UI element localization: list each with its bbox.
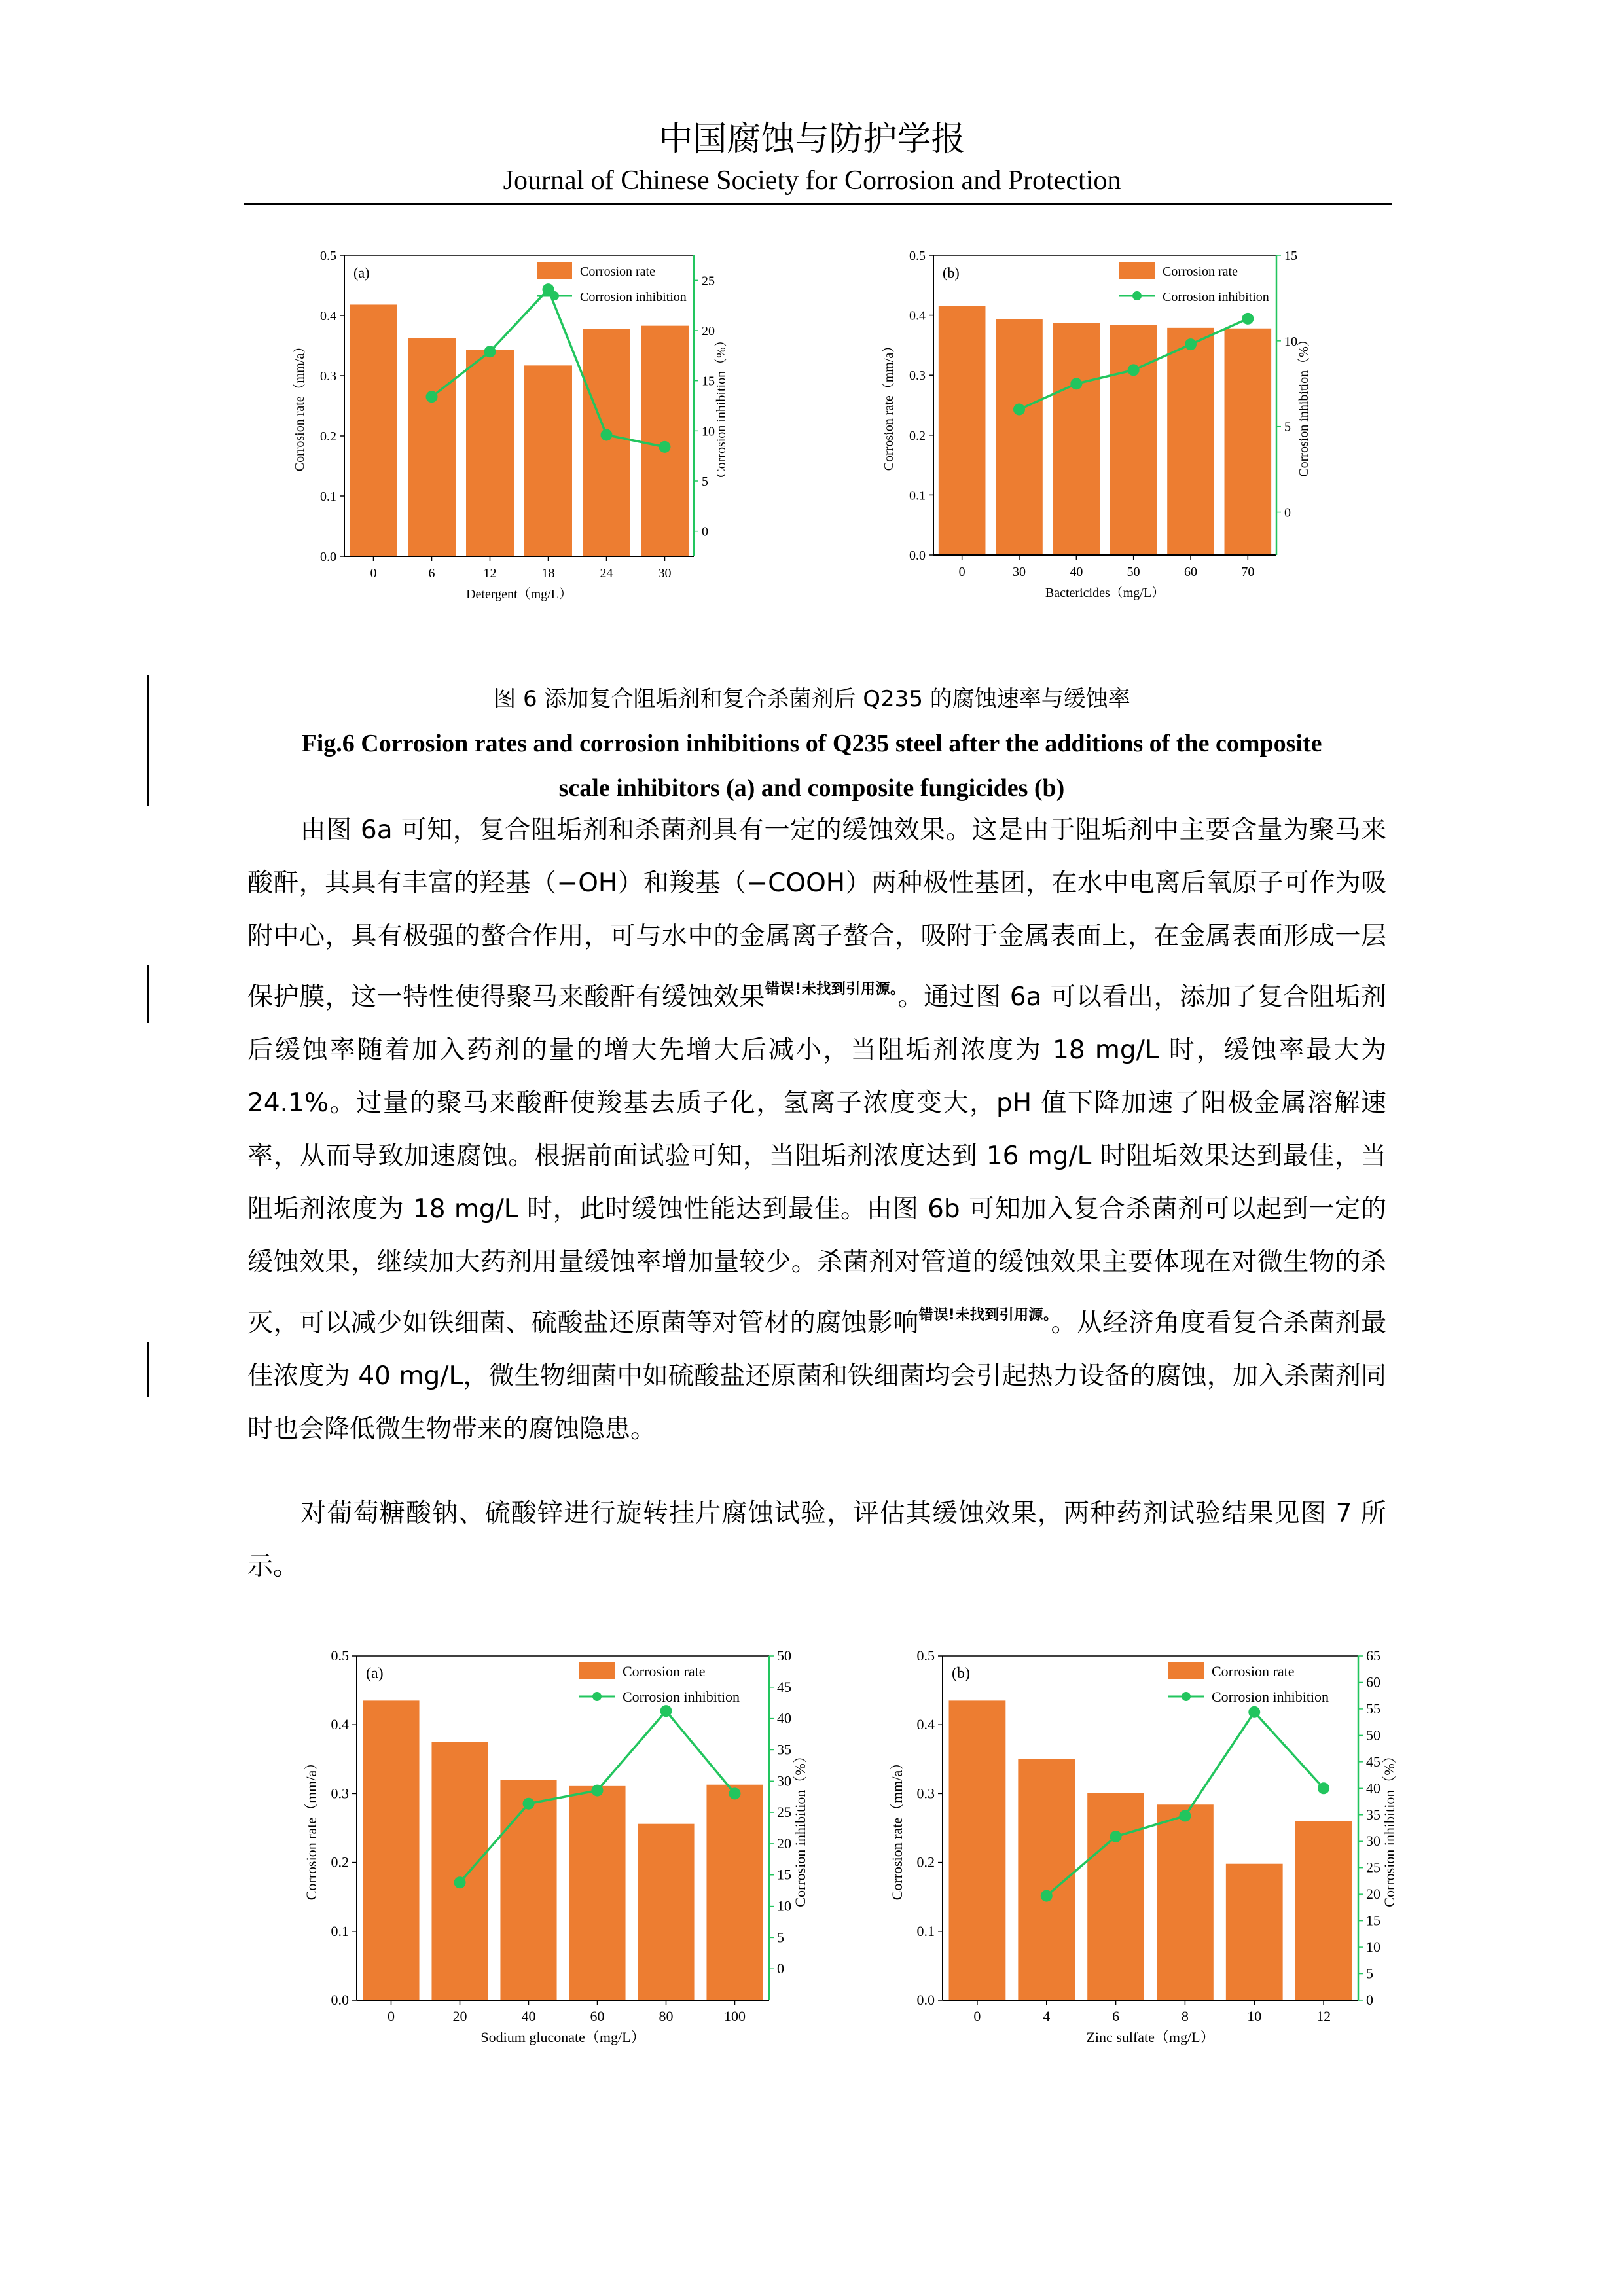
- paragraph-text: 。从经济角度看复合杀菌剂最佳浓度为 40 mg/L，微生物细菌中如硫酸盐还原菌和铁细菌均会引起热力设备的腐蚀，加入杀菌剂同时也会降低微生物带来的腐蚀隐患。: [247, 1308, 1386, 1444]
- bar: [1226, 1864, 1283, 2000]
- data-point: [1110, 1831, 1122, 1842]
- journal-title-cn: 中国腐蚀与防护学报: [659, 120, 965, 159]
- y2-axis-label: Corrosion inhibition（%）: [1381, 1749, 1398, 1907]
- bar: [583, 329, 630, 556]
- y2-tick-label: 35: [1366, 1806, 1380, 1823]
- data-point: [543, 283, 554, 295]
- y-tick-label: 0.2: [320, 429, 336, 444]
- chart-canvas: [857, 242, 1342, 622]
- x-tick-label: 12: [483, 566, 497, 581]
- y2-tick-label: 20: [1366, 1886, 1380, 1903]
- y-tick-label: 0.0: [916, 1992, 935, 2008]
- bar: [569, 1786, 625, 2000]
- change-bar: [147, 1342, 149, 1397]
- y-axis-label: Corrosion rate（mm/a）: [889, 1755, 905, 1901]
- bar: [641, 326, 689, 556]
- x-tick-label: 20: [452, 2008, 467, 2024]
- y2-tick-label: 10: [1284, 334, 1297, 349]
- x-tick-label: 60: [590, 2008, 605, 2024]
- y2-tick-label: 65: [1366, 1647, 1380, 1664]
- data-point: [454, 1876, 466, 1888]
- bar: [350, 304, 397, 556]
- x-tick-label: 12: [1316, 2008, 1331, 2024]
- y-axis-label: Corrosion rate（mm/a）: [882, 339, 896, 471]
- y2-tick-label: 25: [1366, 1859, 1380, 1876]
- y2-tick-label: 25: [777, 1804, 791, 1821]
- data-point: [484, 346, 496, 357]
- y-tick-label: 0.3: [331, 1785, 349, 1802]
- body-paragraph-2: [247, 1487, 1386, 1593]
- legend-bar-label: Corrosion rate: [623, 1663, 706, 1679]
- data-point: [729, 1787, 741, 1799]
- paragraph-text: 。通过图 6a 可以看出，添加了复合阻垢剂后缓蚀率随着加入药剂的量的增大先增大后减小，当阻垢剂浓度为 18 mg/L 时，缓蚀率最大为 24.1%。过量的聚马来酸酐使羧基去质子化，氢离子浓度变大，pH 值下降加速了阳极金属溶解速率，从而导致加速腐蚀。根据前面试验可知，当阻垢剂浓度达到 16 mg/L 时阻垢效果达到最佳，当阻垢剂浓度为 18 mg/L 时，此时缓蚀性能达到最佳。由图 6b 可知加入复合杀菌剂可以起到一定的缓蚀效果，继续加大药剂用量缓蚀率增加量较少。杀菌剂对管道的缓蚀效果主要体现在对微生物的杀灭，可以减少如铁细菌、硫酸盐还原菌等对管材的腐蚀影响: [247, 982, 1386, 1338]
- y-tick-label: 0.2: [916, 1854, 935, 1871]
- figure-6a-chart: [275, 242, 759, 622]
- legend-line-label: Corrosion inhibition: [1163, 290, 1269, 304]
- y2-tick-label: 15: [1284, 249, 1297, 263]
- x-tick-label: 30: [1013, 565, 1026, 579]
- bar: [1053, 323, 1100, 555]
- bar: [408, 338, 456, 556]
- y2-tick-label: 0: [777, 1960, 784, 1977]
- y2-tick-label: 40: [1366, 1780, 1380, 1797]
- y2-tick-label: 50: [1366, 1727, 1380, 1744]
- panel-label: (b): [943, 264, 960, 281]
- y-tick-label: 0.4: [916, 1716, 935, 1733]
- legend-bar-label: Corrosion rate: [1163, 264, 1238, 279]
- y-tick-label: 0.4: [909, 308, 926, 323]
- data-point: [1179, 1810, 1191, 1821]
- bar: [363, 1700, 419, 2000]
- data-point: [659, 441, 671, 453]
- x-tick-label: 24: [600, 566, 613, 581]
- x-tick-label: 0: [958, 565, 965, 579]
- y-tick-label: 0.5: [916, 1647, 935, 1664]
- y2-tick-label: 20: [777, 1835, 791, 1852]
- x-axis-label: Zinc sulfate（mg/L）: [1086, 2029, 1215, 2045]
- y2-tick-label: 0: [702, 524, 708, 539]
- x-tick-label: 30: [658, 566, 672, 581]
- citation-error: 错误!未找到引用源。: [765, 981, 898, 997]
- x-tick-label: 80: [659, 2008, 674, 2024]
- y-tick-label: 0.1: [331, 1922, 349, 1939]
- y2-axis-label: Corrosion inhibition（%）: [714, 334, 729, 478]
- body-paragraph-1: [247, 804, 1386, 1456]
- legend-line-marker: [1182, 1692, 1191, 1701]
- x-tick-label: 10: [1247, 2008, 1262, 2024]
- x-tick-label: 60: [1184, 565, 1197, 579]
- data-point: [1242, 313, 1254, 325]
- x-tick-label: 100: [724, 2008, 746, 2024]
- data-point: [523, 1798, 535, 1810]
- legend-line-marker: [1132, 291, 1142, 300]
- data-point: [426, 391, 438, 403]
- bar: [1087, 1793, 1144, 2000]
- panel-label: (a): [353, 264, 370, 281]
- y2-tick-label: 20: [702, 324, 715, 338]
- x-tick-label: 8: [1181, 2008, 1189, 2024]
- figure-7b-chart: [871, 1643, 1398, 2062]
- x-tick-label: 40: [1070, 565, 1083, 579]
- y-axis-label: Corrosion rate（mm/a）: [303, 1755, 319, 1901]
- y2-tick-label: 40: [777, 1710, 791, 1727]
- bar: [706, 1785, 763, 2000]
- data-point: [1041, 1890, 1053, 1902]
- journal-title-en: Journal of Chinese Society for Corrosion and Protection: [503, 166, 1121, 196]
- y2-tick-label: 35: [777, 1741, 791, 1758]
- x-tick-label: 40: [521, 2008, 536, 2024]
- figure-6-caption-cn: 图 6 添加复合阻垢剂和复合杀菌剂后 Q235 的腐蚀速率与缓蚀率: [494, 686, 1130, 712]
- x-tick-label: 0: [388, 2008, 395, 2024]
- bar: [1157, 1804, 1214, 2000]
- y2-axis-label: Corrosion inhibition（%）: [1297, 333, 1311, 477]
- chart-canvas: [275, 242, 759, 622]
- data-point: [1013, 404, 1025, 416]
- y2-tick-label: 45: [1366, 1753, 1380, 1770]
- bar: [466, 350, 514, 556]
- y-tick-label: 0.4: [331, 1716, 349, 1733]
- y-tick-label: 0.5: [331, 1647, 349, 1664]
- x-axis-label: Bactericides（mg/L）: [1045, 586, 1165, 600]
- y2-tick-label: 45: [777, 1678, 791, 1695]
- bar: [1167, 328, 1214, 555]
- x-tick-label: 4: [1043, 2008, 1051, 2024]
- legend-bar-swatch: [537, 262, 572, 279]
- x-tick-label: 70: [1241, 565, 1255, 579]
- y-tick-label: 0.1: [916, 1922, 935, 1939]
- legend-bar-swatch: [579, 1662, 615, 1679]
- legend-line-marker: [592, 1692, 602, 1701]
- bar: [939, 306, 986, 555]
- legend-line-label: Corrosion inhibition: [1212, 1689, 1329, 1705]
- y-tick-label: 0.4: [320, 309, 336, 323]
- y2-tick-label: 15: [1366, 1912, 1380, 1929]
- bar: [431, 1742, 488, 2001]
- y2-axis-label: Corrosion inhibition（%）: [792, 1749, 808, 1907]
- y2-tick-label: 25: [702, 274, 715, 289]
- data-point: [660, 1705, 672, 1717]
- x-tick-label: 0: [973, 2008, 981, 2024]
- y-tick-label: 0.0: [909, 548, 926, 563]
- data-point: [1070, 378, 1082, 389]
- bar: [500, 1780, 556, 2000]
- y2-tick-label: 10: [1366, 1939, 1380, 1956]
- bar: [996, 319, 1043, 555]
- y2-tick-label: 60: [1366, 1674, 1380, 1691]
- bar: [1110, 325, 1157, 555]
- header-divider: [244, 203, 1392, 205]
- bar: [638, 1824, 694, 2000]
- y2-tick-label: 10: [777, 1897, 791, 1914]
- figure-7a-chart: [281, 1643, 808, 2062]
- data-point: [1185, 338, 1197, 350]
- chart-canvas: [281, 1643, 808, 2062]
- y-tick-label: 0.0: [320, 550, 336, 564]
- legend-bar-label: Corrosion rate: [1212, 1663, 1295, 1679]
- legend-bar-swatch: [1168, 1662, 1204, 1679]
- y-axis-label: Corrosion rate（mm/a）: [293, 340, 307, 472]
- data-point: [592, 1785, 604, 1797]
- y-tick-label: 0.5: [909, 249, 926, 263]
- figure-6b-chart: [857, 242, 1342, 622]
- bar: [1295, 1821, 1352, 2000]
- y2-tick-label: 15: [777, 1866, 791, 1883]
- data-point: [601, 429, 613, 440]
- legend-bar-swatch: [1119, 262, 1155, 279]
- y-tick-label: 0.2: [331, 1854, 349, 1871]
- y-tick-label: 0.1: [909, 488, 926, 503]
- y2-tick-label: 50: [777, 1647, 791, 1664]
- data-point: [1248, 1706, 1260, 1718]
- paragraph-text: 由图 6a 可知，复合阻垢剂和杀菌剂具有一定的缓蚀效果。这是由于阻垢剂中主要含量为聚马来酸酐，其具有丰富的羟基（−OH）和羧基（−COOH）两种极性基团，在水中电离后氧原子可作为吸附中心，具有极强的螯合作用，可与水中的金属离子螯合，吸附于金属表面上，在金属表面形成一层保护膜，这一特性使得聚马来酸酐有缓蚀效果: [247, 816, 1386, 1012]
- x-axis-label: Sodium gluconate（mg/L）: [480, 2029, 645, 2045]
- bar: [524, 365, 572, 556]
- legend-bar-label: Corrosion rate: [580, 264, 655, 279]
- paragraph-text: 对葡萄糖酸钠、硫酸锌进行旋转挂片腐蚀试验，评估其缓蚀效果，两种药剂试验结果见图 7 所示。: [247, 1499, 1386, 1581]
- y2-tick-label: 30: [777, 1772, 791, 1789]
- y-tick-label: 0.0: [331, 1992, 349, 2008]
- y2-tick-label: 0: [1366, 1992, 1373, 2008]
- y2-tick-label: 5: [1366, 1965, 1373, 1982]
- x-tick-label: 6: [428, 566, 435, 581]
- citation-error: 错误!未找到引用源。: [918, 1307, 1051, 1323]
- y-tick-label: 0.3: [320, 369, 336, 384]
- y2-tick-label: 5: [1284, 420, 1291, 435]
- figure-6-caption-en: Fig.6 Corrosion rates and corrosion inhibitions of Q235 steel after the additions of the composite scale inhibitors (a) and composite fungicides (b): [301, 730, 1322, 802]
- chart-canvas: [871, 1643, 1398, 2062]
- y-tick-label: 0.3: [916, 1785, 935, 1802]
- bar: [1225, 329, 1272, 555]
- y2-tick-label: 55: [1366, 1700, 1380, 1717]
- legend-line-label: Corrosion inhibition: [580, 290, 687, 304]
- y-tick-label: 0.5: [320, 249, 336, 263]
- change-bar: [147, 965, 149, 1023]
- y2-tick-label: 0: [1284, 505, 1291, 520]
- y2-tick-label: 5: [702, 475, 708, 489]
- y2-tick-label: 10: [702, 424, 715, 439]
- data-point: [1128, 364, 1140, 376]
- x-tick-label: 0: [370, 566, 377, 581]
- panel-label: (a): [366, 1665, 384, 1682]
- y2-tick-label: 5: [777, 1929, 784, 1946]
- data-point: [1318, 1782, 1329, 1794]
- y-tick-label: 0.3: [909, 368, 926, 384]
- x-tick-label: 6: [1112, 2008, 1120, 2024]
- panel-label: (b): [952, 1665, 970, 1682]
- x-axis-label: Detergent（mg/L）: [466, 587, 572, 601]
- bar: [949, 1700, 1006, 2000]
- y-tick-label: 0.2: [909, 428, 926, 443]
- y2-tick-label: 15: [702, 374, 715, 389]
- y2-tick-label: 30: [1366, 1833, 1380, 1850]
- x-tick-label: 50: [1127, 565, 1140, 579]
- legend-line-label: Corrosion inhibition: [623, 1689, 740, 1705]
- x-tick-label: 18: [541, 566, 555, 581]
- y-tick-label: 0.1: [320, 490, 336, 504]
